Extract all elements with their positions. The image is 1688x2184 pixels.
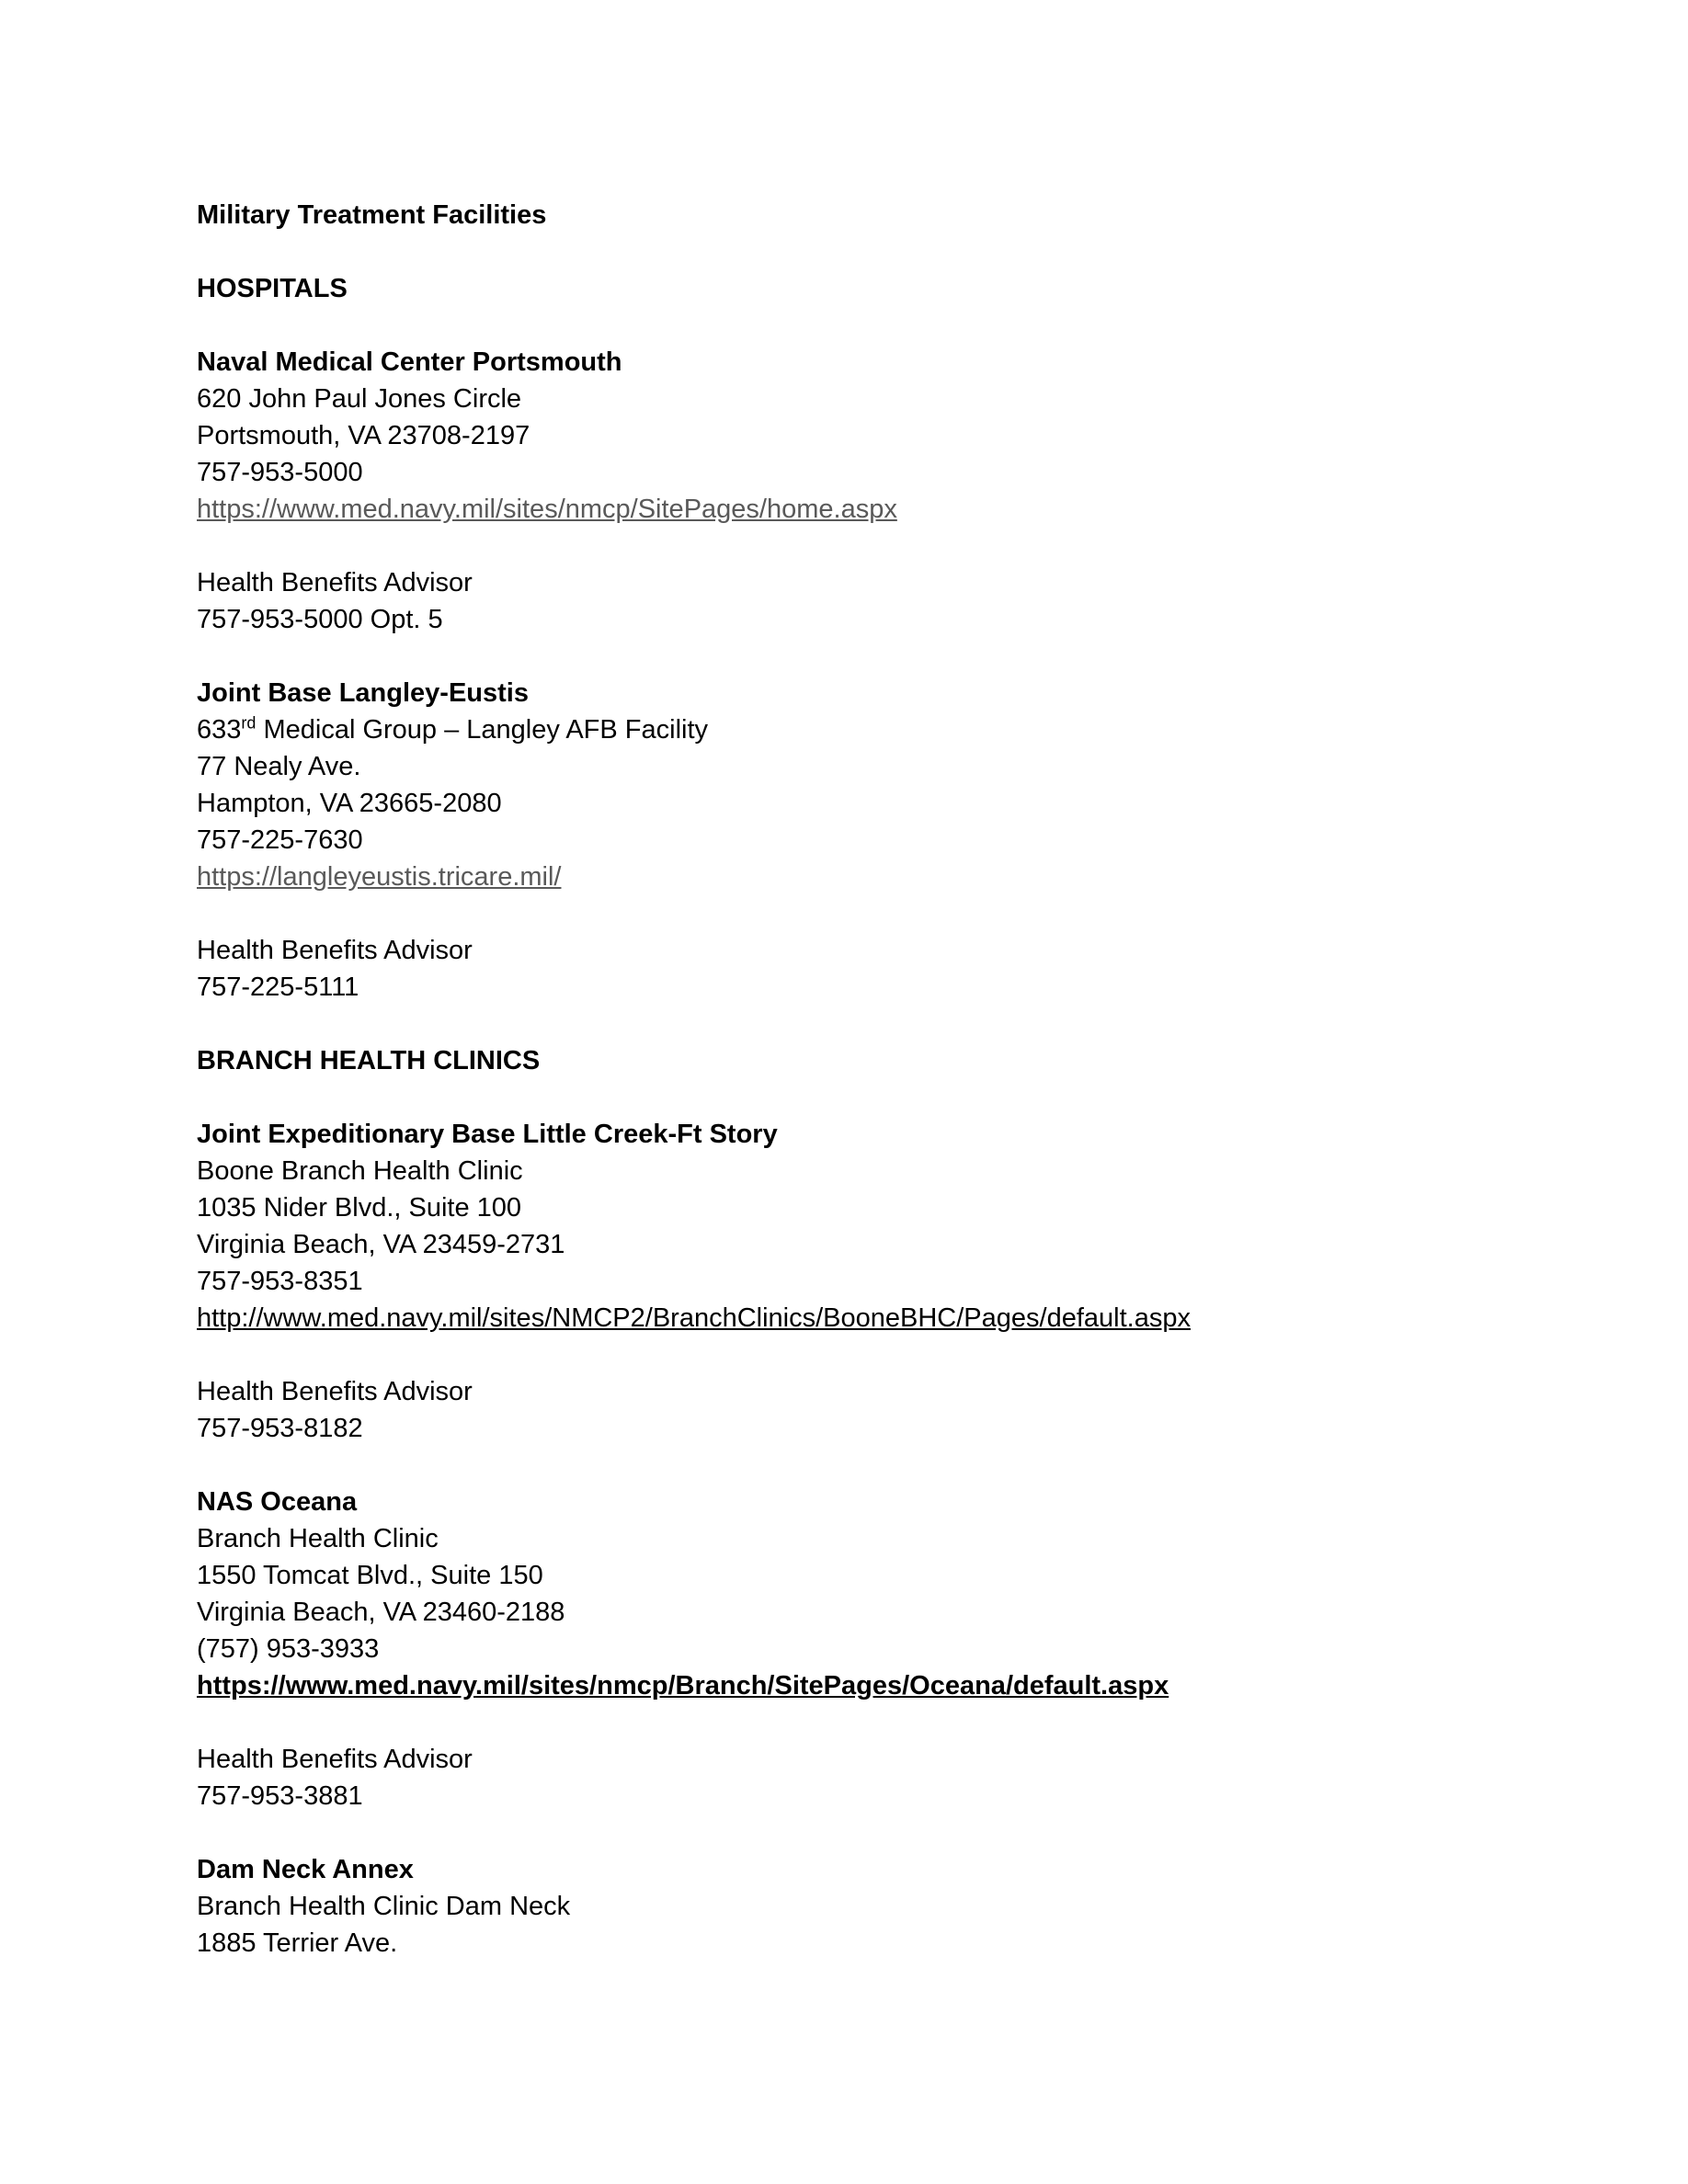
facility-name: NAS Oceana xyxy=(197,1487,358,1517)
spacer xyxy=(197,1447,1576,1484)
hba-phone: 757-953-8182 xyxy=(197,1414,363,1443)
section-heading-clinics: BRANCH HEALTH CLINICS xyxy=(197,1046,541,1075)
spacer xyxy=(197,1704,1576,1741)
facility-street: 1885 Terrier Ave. xyxy=(197,1928,398,1958)
hba-label: Health Benefits Advisor xyxy=(197,936,473,965)
facility-name: Joint Expeditionary Base Little Creek-Ft Story xyxy=(197,1120,778,1149)
hba-label: Health Benefits Advisor xyxy=(197,1377,473,1406)
facility-phone: 757-953-5000 xyxy=(197,458,363,487)
facility-unit-ordinal: rd xyxy=(241,713,257,733)
spacer xyxy=(197,1079,1576,1116)
section-heading-hospitals: HOSPITALS xyxy=(197,274,348,303)
hba-label: Health Benefits Advisor xyxy=(197,568,473,597)
facility-city: Portsmouth, VA 23708-2197 xyxy=(197,421,530,450)
spacer xyxy=(197,895,1576,932)
facility-city: Hampton, VA 23665-2080 xyxy=(197,789,502,818)
facility-website-link[interactable]: http://www.med.navy.mil/sites/NMCP2/BranchClinics/BooneBHC/Pages/default.aspx xyxy=(197,1303,1191,1333)
facility-nmcp xyxy=(197,344,1576,638)
facility-name: Dam Neck Annex xyxy=(197,1855,414,1884)
spacer xyxy=(197,1814,1576,1851)
hba-phone: 757-225-5111 xyxy=(197,973,359,1002)
spacer xyxy=(197,233,1576,270)
facility-clinic: Branch Health Clinic xyxy=(197,1524,439,1553)
document-page xyxy=(197,197,1576,1962)
facility-street: 77 Nealy Ave. xyxy=(197,752,361,781)
facility-jble xyxy=(197,675,1576,1006)
facility-dam-neck xyxy=(197,1851,1576,1962)
facility-phone: 757-225-7630 xyxy=(197,825,363,855)
spacer xyxy=(197,307,1576,344)
facility-website-link[interactable]: https://langleyeustis.tricare.mil/ xyxy=(197,862,562,892)
hba-phone: 757-953-5000 Opt. 5 xyxy=(197,605,443,634)
facility-phone: 757-953-8351 xyxy=(197,1267,363,1296)
facility-phone: (757) 953-3933 xyxy=(197,1634,380,1664)
facility-unit xyxy=(197,711,1576,748)
facility-street: 1035 Nider Blvd., Suite 100 xyxy=(197,1193,522,1223)
spacer xyxy=(197,528,1576,564)
facility-clinic: Boone Branch Health Clinic xyxy=(197,1156,523,1186)
spacer xyxy=(197,1337,1576,1373)
facility-unit-number: 633 xyxy=(197,715,242,745)
document-title: Military Treatment Facilities xyxy=(197,200,547,230)
facility-website-link[interactable]: https://www.med.navy.mil/sites/nmcp/SitePages/home.aspx xyxy=(197,495,897,524)
spacer xyxy=(197,638,1576,675)
hba-phone: 757-953-3881 xyxy=(197,1781,363,1811)
facility-city: Virginia Beach, VA 23459-2731 xyxy=(197,1230,565,1259)
facility-name: Joint Base Langley-Eustis xyxy=(197,678,529,708)
facility-website-link[interactable]: https://www.med.navy.mil/sites/nmcp/Branch/SitePages/Oceana/default.aspx xyxy=(197,1671,1169,1701)
facility-unit-name: Medical Group – Langley AFB Facility xyxy=(256,715,709,745)
facility-street: 620 John Paul Jones Circle xyxy=(197,384,522,414)
facility-street: 1550 Tomcat Blvd., Suite 150 xyxy=(197,1561,543,1590)
facility-nas-oceana xyxy=(197,1484,1576,1814)
facility-jeb-little-creek xyxy=(197,1116,1576,1447)
facility-name: Naval Medical Center Portsmouth xyxy=(197,347,622,377)
facility-city: Virginia Beach, VA 23460-2188 xyxy=(197,1598,565,1627)
hba-label: Health Benefits Advisor xyxy=(197,1745,473,1774)
spacer xyxy=(197,1006,1576,1042)
facility-clinic: Branch Health Clinic Dam Neck xyxy=(197,1892,571,1921)
